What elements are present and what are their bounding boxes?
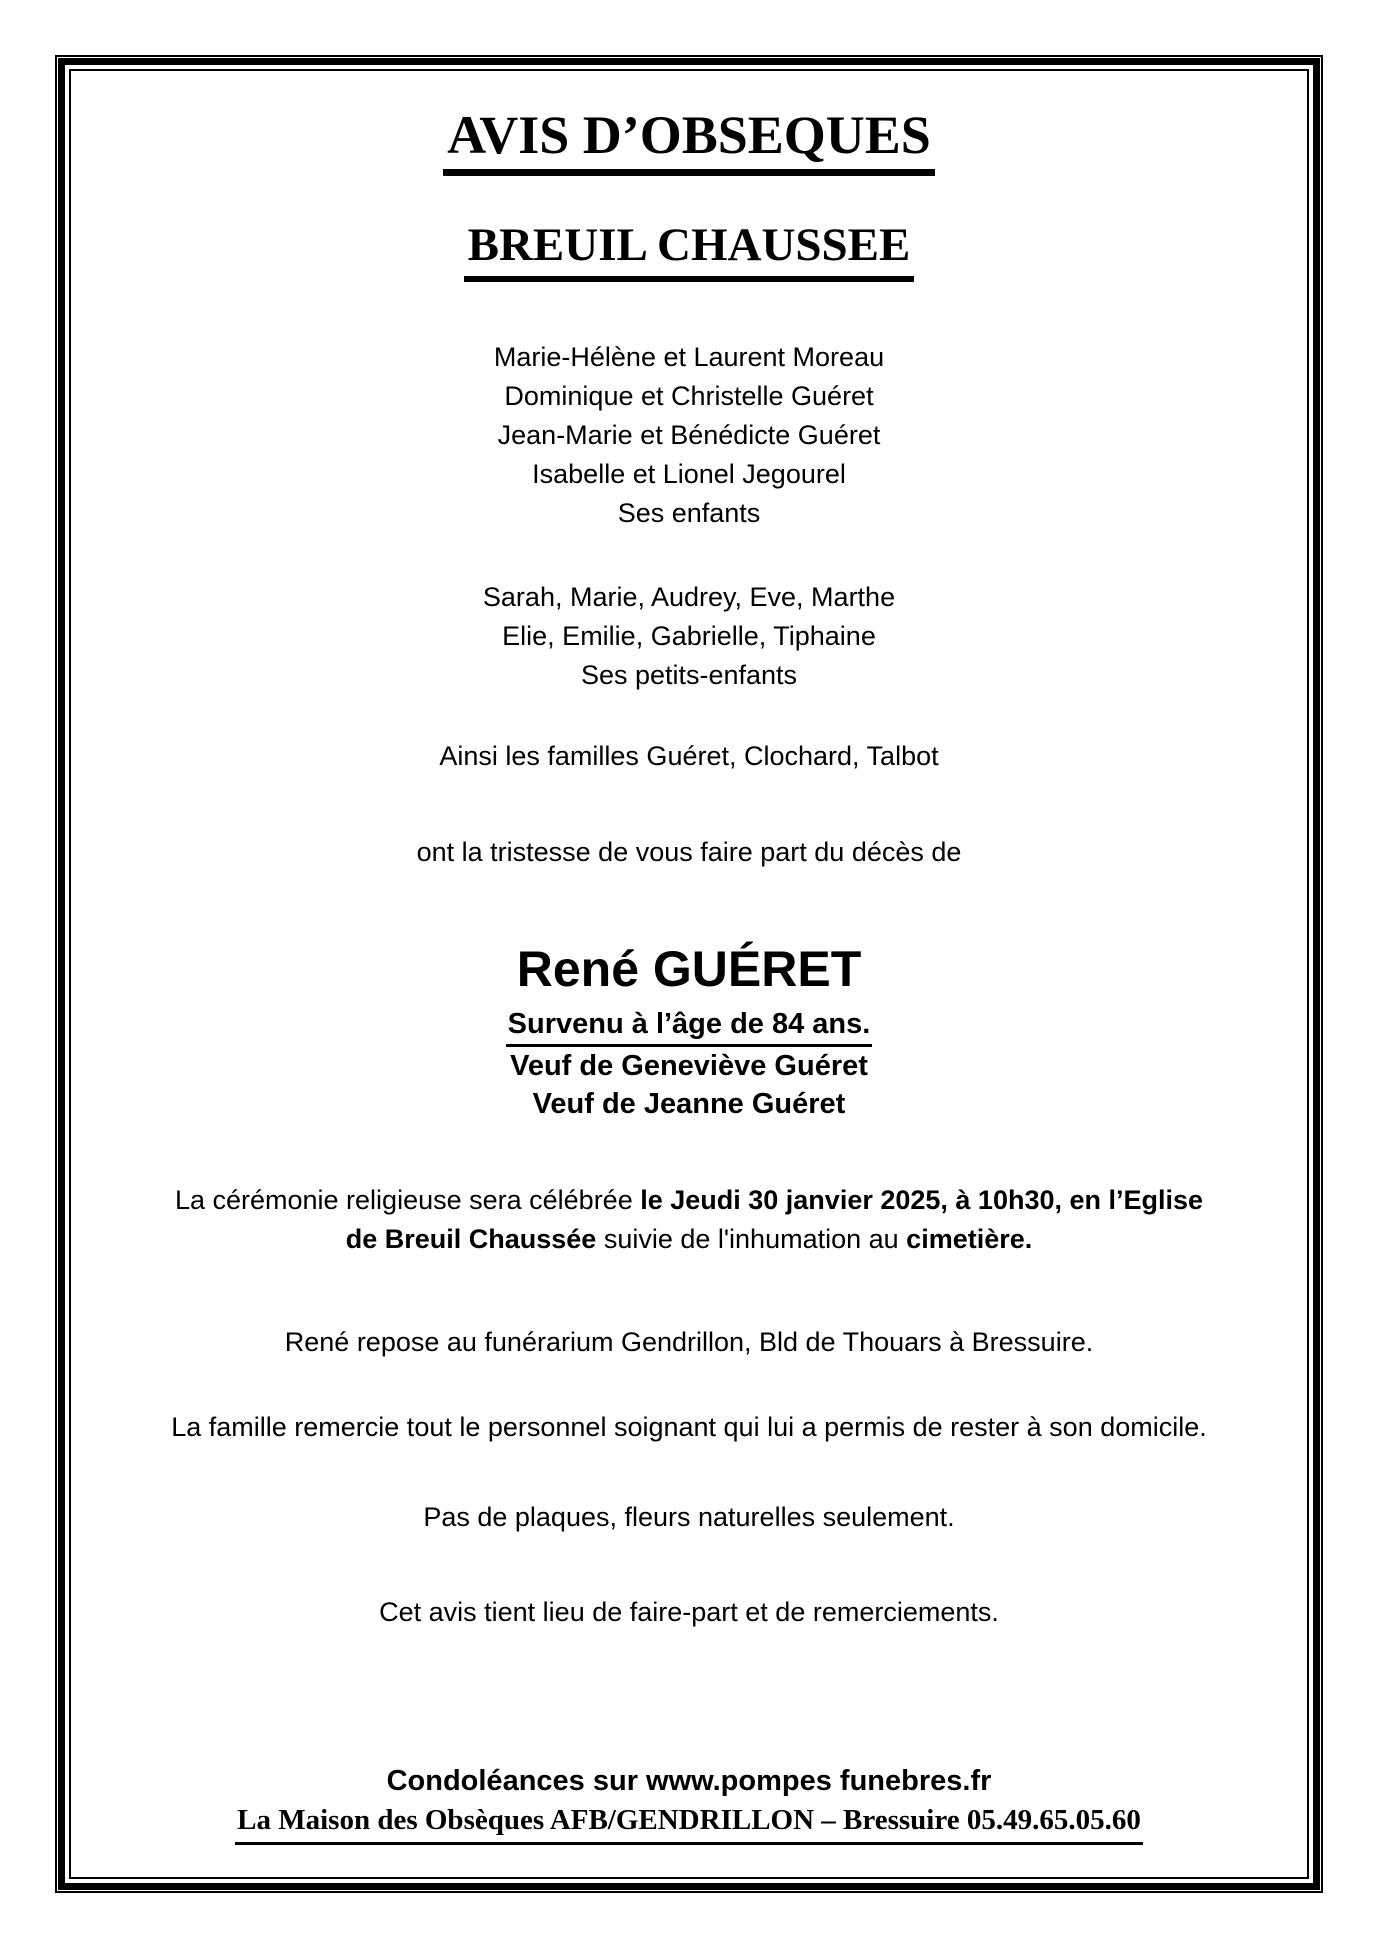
thanks-line: La famille remercie tout le personnel soignant qui lui a permis de rester à son domicile. xyxy=(171,1412,1207,1442)
obituary-notice xyxy=(71,107,1307,1879)
ceremony-text-bold: de Breuil Chaussée xyxy=(345,1224,597,1254)
ceremony-text-regular: La cérémonie religieuse sera célébrée xyxy=(174,1185,641,1215)
ceremony-text-regular: suivie de l'inhumation au xyxy=(596,1224,907,1254)
repose-line: René repose au funérarium Gendrillon, Bld de Thouars à Bressuire. xyxy=(284,1327,1094,1357)
age-line-text: Survenu à l’âge de 84 ans. xyxy=(506,1005,873,1047)
widower-line: Veuf de Jeanne Guéret xyxy=(532,1088,846,1120)
funeral-home-line xyxy=(81,1800,1297,1845)
flowers-line: Pas de plaques, fleurs naturelles seulement. xyxy=(423,1502,955,1532)
grandchild-name-line: Elie, Emilie, Gabrielle, Tiphaine xyxy=(502,621,876,651)
page-border-inner xyxy=(69,69,1309,1879)
child-name-line: Jean-Marie et Bénédicte Guéret xyxy=(497,420,881,450)
page-title xyxy=(81,107,1297,176)
widower-line: Veuf de Geneviève Guéret xyxy=(510,1050,868,1082)
grandchild-name-line: Sarah, Marie, Audrey, Eve, Marthe xyxy=(482,582,896,612)
child-name-line: Marie-Hélène et Laurent Moreau xyxy=(493,342,885,372)
deceased-name: René GUÉRET xyxy=(516,941,862,997)
commune-title-text: BREUIL CHAUSSEE xyxy=(464,220,915,282)
ceremony-text-bold: le Jeudi 30 janvier 2025, à 10h30, en l’Eglise xyxy=(640,1185,1204,1215)
funeral-home-text: La Maison des Obsèques AFB/GENDRILLON – Bressuire 05.49.65.05.60 xyxy=(235,1800,1143,1845)
children-names-block xyxy=(81,338,1297,533)
condolences-line: Condoléances sur www.pompes funebres.fr xyxy=(386,1765,992,1797)
ceremony-line-2 xyxy=(81,1220,1297,1259)
child-name-line: Isabelle et Lionel Jegourel xyxy=(532,459,846,489)
ceremony-text-bold: cimetière. xyxy=(906,1224,1033,1254)
ceremony-paragraph xyxy=(81,1181,1297,1259)
page-border-thick xyxy=(58,58,1320,1890)
grandchildren-label: Ses petits-enfants xyxy=(580,660,798,690)
grandchildren-names-block xyxy=(81,578,1297,695)
children-label: Ses enfants xyxy=(617,498,761,528)
ceremony-line-1 xyxy=(81,1181,1297,1220)
page-title-text: AVIS D’OBSEQUES xyxy=(443,107,935,176)
other-families-line: Ainsi les familles Guéret, Clochard, Talbot xyxy=(439,741,939,771)
age-line xyxy=(81,1005,1297,1047)
page-border-outer xyxy=(55,55,1323,1893)
announcement-line: ont la tristesse de vous faire part du décès de xyxy=(416,837,962,867)
faire-part-line: Cet avis tient lieu de faire-part et de remerciements. xyxy=(379,1597,999,1627)
commune-title xyxy=(81,220,1297,282)
child-name-line: Dominique et Christelle Guéret xyxy=(504,381,874,411)
